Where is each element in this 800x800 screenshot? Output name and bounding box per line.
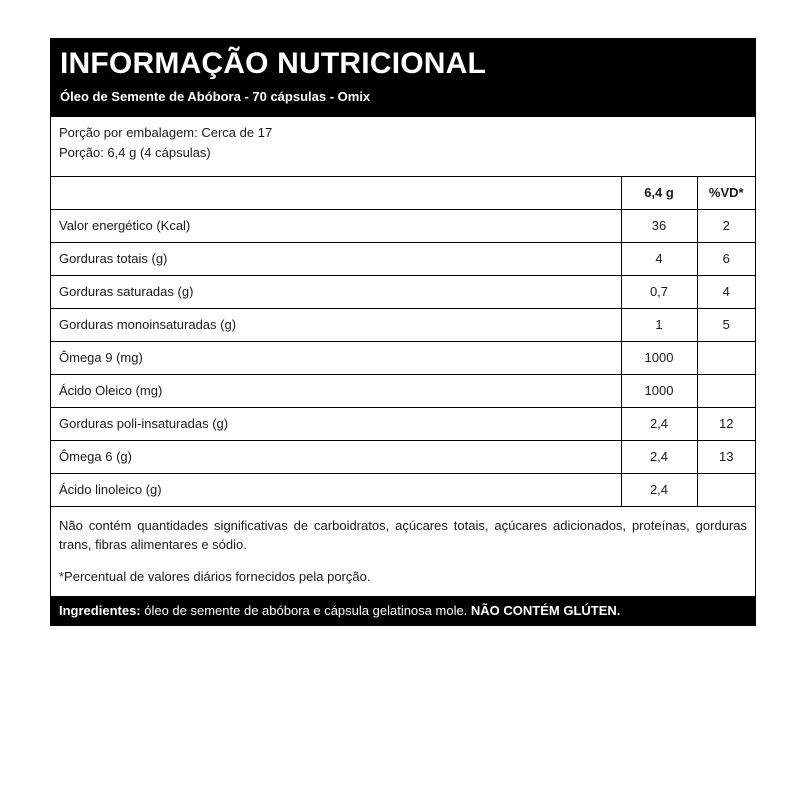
header: [51, 39, 755, 117]
nutrient-vd: 2: [697, 209, 755, 242]
product-subtitle: Óleo de Semente de Abóbora - 70 cápsulas - Omix: [60, 89, 371, 104]
serving-size: Porção: 6,4 g (4 cápsulas): [59, 145, 211, 160]
nutrient-name: Ácido Oleico (mg): [51, 374, 621, 407]
panel-title: INFORMAÇÃO NUTRICIONAL: [60, 47, 487, 80]
column-header-nutrient: [51, 177, 621, 209]
table-row: [51, 308, 755, 341]
nutrient-name: Gorduras totais (g): [51, 242, 621, 275]
nutrition-facts-panel: [50, 38, 756, 626]
nutrient-name: Gorduras poli-insaturadas (g): [51, 407, 621, 440]
table-row: [51, 275, 755, 308]
nutrient-vd: 4: [697, 275, 755, 308]
insignificant-quantities-note: Não contém quantidades significativas de carboidratos, açúcares totais, açúcares adicionados, proteínas, gorduras trans, fibras alimentares e sódio.: [59, 517, 747, 552]
table-row: [51, 440, 755, 473]
nutrient-value: 2,4: [621, 473, 697, 506]
nutrient-value: 2,4: [621, 440, 697, 473]
column-header-vd: %VD*: [697, 177, 755, 209]
nutrient-name: Valor energético (Kcal): [51, 209, 621, 242]
table-row: [51, 209, 755, 242]
column-header-portion: 6,4 g: [621, 177, 697, 209]
ingredients-text: óleo de semente de abóbora e cápsula gelatinosa mole.: [140, 602, 471, 618]
nutrient-name: Ômega 9 (mg): [51, 341, 621, 374]
table-row: [51, 242, 755, 275]
nutrient-vd: 12: [697, 407, 755, 440]
nutrient-value: 36: [621, 209, 697, 242]
nutrient-value: 1000: [621, 341, 697, 374]
nutrient-name: Ácido linoleico (g): [51, 473, 621, 506]
nutrient-value: 0,7: [621, 275, 697, 308]
table-header-row: [51, 177, 755, 209]
daily-value-footnote: *Percentual de valores diários fornecidos pela porção.: [59, 568, 371, 584]
servings-per-package: Porção por embalagem: Cerca de 17: [59, 125, 273, 140]
nutrient-name: Gorduras saturadas (g): [51, 275, 621, 308]
nutrient-value: 4: [621, 242, 697, 275]
serving-info: [51, 117, 755, 177]
table-row: [51, 473, 755, 506]
nutrient-value: 2,4: [621, 407, 697, 440]
table-row: [51, 374, 755, 407]
nutrient-value: 1: [621, 308, 697, 341]
nutrient-vd: 13: [697, 440, 755, 473]
nutrient-vd: [697, 374, 755, 407]
nutrient-value: 1000: [621, 374, 697, 407]
nutrition-table: [51, 177, 755, 507]
table-row: [51, 407, 755, 440]
table-row: [51, 341, 755, 374]
ingredients-label: Ingredientes:: [59, 602, 141, 618]
nutrient-vd: [697, 341, 755, 374]
ingredients-bar: [51, 596, 755, 625]
nutrient-name: Gorduras monoinsaturadas (g): [51, 308, 621, 341]
nutrient-vd: [697, 473, 755, 506]
nutrient-name: Ômega 6 (g): [51, 440, 621, 473]
nutrient-vd: 5: [697, 308, 755, 341]
gluten-warning: NÃO CONTÉM GLÚTEN.: [470, 602, 621, 618]
nutrient-vd: 6: [697, 242, 755, 275]
